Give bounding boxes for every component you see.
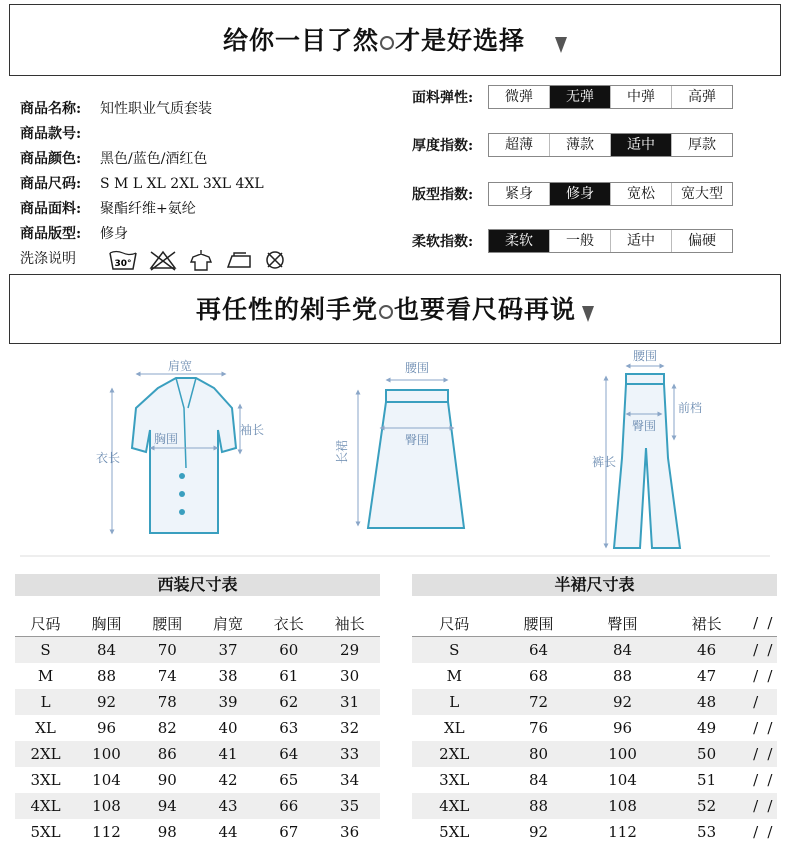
table-row: M 88 74 38 61 30 bbox=[37, 667, 360, 685]
banner-text-2b: 也要看尺码再说 bbox=[394, 295, 577, 324]
table-row: 2XL 100 86 41 64 33 bbox=[15, 741, 380, 767]
scale-option: 一般 bbox=[550, 230, 611, 252]
scale-option: 适中 bbox=[611, 230, 672, 252]
scale-option-selected: 适中 bbox=[611, 134, 672, 156]
no-bleach-icon bbox=[148, 249, 178, 271]
svg-text:肩宽: 肩宽 bbox=[167, 359, 193, 373]
jacket-diagram bbox=[96, 358, 264, 533]
scale-option: 薄款 bbox=[550, 134, 611, 156]
table-row: 5XL 112 98 44 67 36 bbox=[30, 823, 360, 841]
info-row-style-no: 商品款号: bbox=[20, 126, 82, 142]
svg-text:30°: 30° bbox=[114, 258, 132, 269]
info-row-size: 商品尺码: S M L XL 2XL 3XL 4XL bbox=[20, 176, 264, 192]
wash-instructions bbox=[20, 247, 286, 272]
scale-softness: 柔软指数: 柔软 一般 适中 偏硬 bbox=[412, 229, 733, 253]
down-arrow-icon bbox=[582, 306, 594, 322]
scale-option: 微弹 bbox=[489, 86, 550, 108]
table-row: 3XL 104 90 42 65 34 bbox=[30, 771, 360, 789]
scale-option: 宽松 bbox=[611, 183, 672, 205]
table-header-row: 尺码 腰围 臀围 裙长 / / bbox=[412, 610, 777, 637]
measurement-diagrams bbox=[0, 348, 790, 558]
top-banner bbox=[9, 4, 781, 76]
skirt-size-table bbox=[412, 574, 777, 845]
scale-thickness: 厚度指数: 超薄 薄款 适中 厚款 bbox=[412, 133, 733, 157]
skirt-table-title: 半裙尺寸表 bbox=[412, 574, 777, 596]
table-row: 2XL 80 100 50 / / bbox=[412, 741, 777, 767]
pants-diagram bbox=[592, 349, 702, 548]
iron-icon bbox=[224, 250, 254, 270]
info-row-fabric: 商品面料: 聚酯纤维+氨纶 bbox=[20, 201, 196, 217]
svg-text:臀围: 臀围 bbox=[631, 419, 657, 433]
table-row: XL 96 82 40 63 32 bbox=[35, 719, 360, 737]
svg-text:腰围: 腰围 bbox=[632, 349, 658, 363]
banner-text-1: 给你一目了然 bbox=[222, 26, 379, 55]
table-row: S 64 84 46 / / bbox=[412, 637, 777, 664]
svg-text:前档: 前档 bbox=[677, 401, 703, 415]
svg-text:袖长: 袖长 bbox=[239, 423, 265, 437]
skirt-diagram bbox=[335, 361, 464, 528]
no-dry-clean-icon bbox=[264, 249, 286, 271]
svg-text:裤长: 裤长 bbox=[591, 455, 617, 469]
scale-option-selected: 柔软 bbox=[489, 230, 550, 252]
table-header-row: 尺码 胸围 腰围 肩宽 衣长 袖长 bbox=[15, 610, 380, 637]
ring-icon bbox=[380, 36, 394, 50]
svg-text:臀围: 臀围 bbox=[404, 433, 430, 447]
table-row: 3XL 84 104 51 / / bbox=[439, 771, 773, 789]
table-row: 5XL 92 112 53 / / bbox=[439, 823, 773, 841]
wash-30-icon bbox=[108, 249, 138, 271]
table-row: 4XL 108 94 43 66 35 bbox=[15, 793, 380, 819]
scale-option-selected: 无弹 bbox=[550, 86, 611, 108]
table-row: L 92 78 39 62 31 bbox=[15, 689, 380, 715]
product-info bbox=[20, 97, 286, 272]
svg-text:胸围: 胸围 bbox=[153, 432, 179, 446]
table-row: M 68 88 47 / / bbox=[446, 667, 773, 685]
scale-option-selected: 修身 bbox=[550, 183, 611, 205]
svg-text:腰围: 腰围 bbox=[404, 361, 430, 375]
table-row: 4XL 88 108 52 / / bbox=[412, 793, 777, 819]
banner-text-2: 再任性的剁手党 bbox=[195, 295, 378, 324]
scale-elasticity: 面料弹性: 微弹 无弹 中弹 高弹 bbox=[412, 85, 733, 109]
info-row-color: 商品颜色: 黑色/蓝色/酒红色 bbox=[20, 151, 208, 167]
table-row: L 72 92 48 / bbox=[412, 689, 777, 715]
info-row-fit: 商品版型: 修身 bbox=[20, 226, 128, 242]
ring-icon bbox=[379, 305, 393, 319]
scale-option: 宽大型 bbox=[681, 186, 723, 202]
info-row-name: 商品名称: 知性职业气质套装 bbox=[20, 101, 212, 117]
wash-label: 洗涤说明 bbox=[20, 251, 76, 267]
svg-text:长裙: 长裙 bbox=[335, 439, 349, 465]
table-row: XL 76 96 49 / / bbox=[443, 719, 773, 737]
hang-dry-icon bbox=[188, 248, 214, 272]
table-row: S 84 70 37 60 29 bbox=[15, 637, 380, 664]
scale-option: 厚款 bbox=[688, 137, 716, 153]
suit-size-table bbox=[15, 574, 380, 845]
size-banner bbox=[9, 274, 781, 344]
scale-option: 紧身 bbox=[489, 183, 550, 205]
scale-option: 高弹 bbox=[688, 89, 716, 105]
banner-text-1b: 才是好选择 bbox=[395, 26, 526, 55]
scale-fit: 版型指数: 紧身 修身 宽松 宽大型 bbox=[412, 182, 733, 206]
scale-option: 中弹 bbox=[611, 86, 672, 108]
down-arrow-icon bbox=[555, 37, 567, 53]
suit-table-title: 西装尺寸表 bbox=[15, 574, 380, 596]
svg-text:衣长: 衣长 bbox=[95, 451, 121, 465]
scale-option: 偏硬 bbox=[688, 233, 716, 249]
scale-option: 超薄 bbox=[489, 134, 550, 156]
